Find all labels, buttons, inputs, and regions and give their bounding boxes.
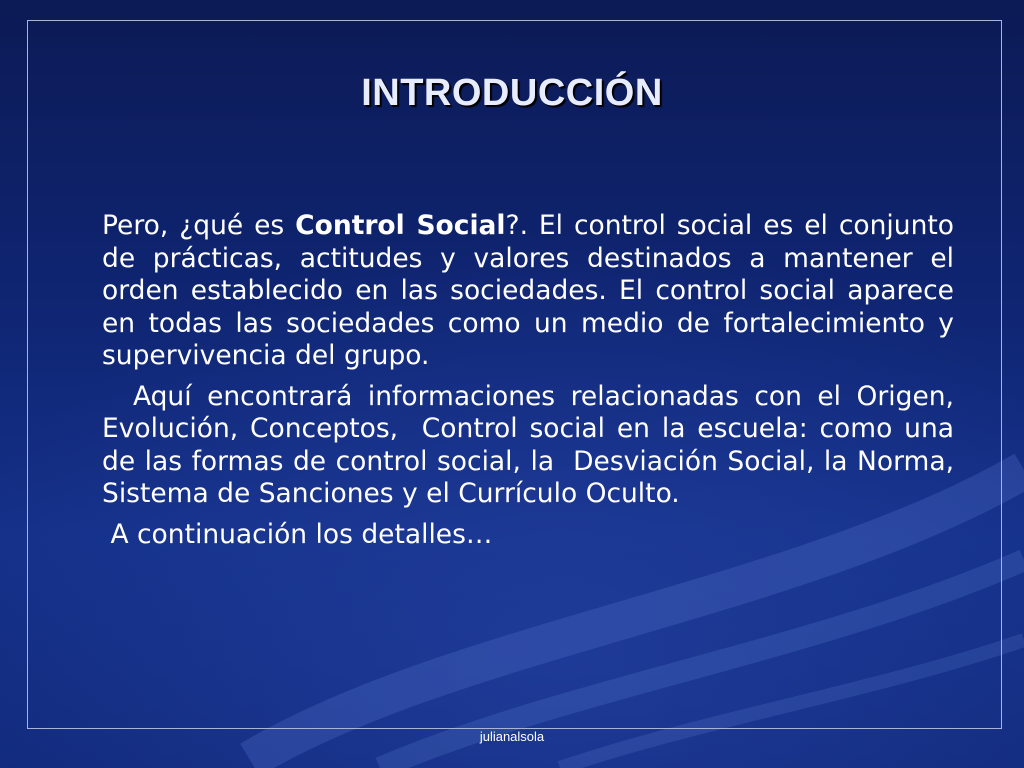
slide-title: INTRODUCCIÓN <box>361 72 663 114</box>
paragraph-definition <box>102 210 954 373</box>
paragraph-definition-lead: Pero, ¿qué es <box>102 210 296 241</box>
paragraph-definition-text: ?. El control social es el conjunto de prácticas, actitudes y valores destinados a mantener el orden establecido en las sociedades. El control social aparece en todas las sociedades como un medio de fortalecimiento y supervivencia del grupo. <box>102 210 954 371</box>
term-control-social: Control Social <box>295 210 506 241</box>
paragraph-topics: Aquí encontrará informaciones relacionadas con el Origen, Evolución, Conceptos, Control social en la escuela: como una de las formas de control social, la Desviación Social, la Norma, Sistema de Sanciones y el Currículo Oculto. <box>102 380 963 509</box>
paragraph-continuation: A continuación los detalles… <box>102 518 493 550</box>
footer-author: julianalsola <box>479 729 545 744</box>
slide-body <box>102 210 963 551</box>
